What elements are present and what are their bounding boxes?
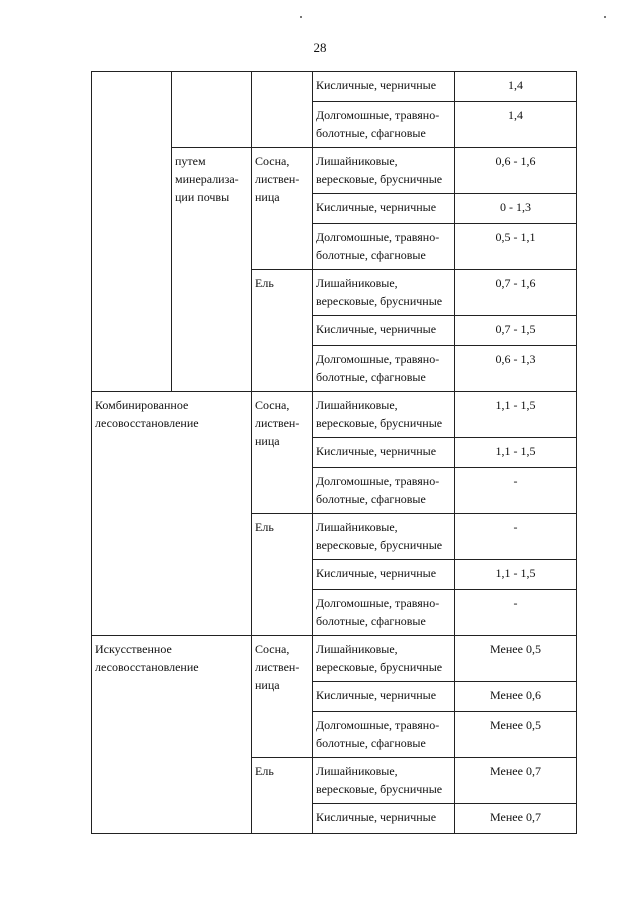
sub-method-cell (172, 72, 252, 148)
forest-type-cell: Кисличные, черничные (313, 194, 455, 224)
forest-type-cell: Кисличные, черничные (313, 682, 455, 712)
forest-type-cell: Долгомошные, травяно-болотные, сфагновые (313, 102, 455, 148)
sub-method-cell: путем минерализа-ции почвы (172, 148, 252, 392)
forest-type-cell: Лишайниковые, вересковые, брусничные (313, 514, 455, 560)
value-cell: Менее 0,6 (455, 682, 577, 712)
forest-type-cell: Кисличные, черничные (313, 72, 455, 102)
forest-type-cell: Лишайниковые, вересковые, брусничные (313, 636, 455, 682)
value-cell: 1,1 - 1,5 (455, 438, 577, 468)
value-cell: 1,1 - 1,5 (455, 560, 577, 590)
species-cell: Ель (252, 270, 313, 392)
page-number: 28 (313, 40, 327, 55)
value-cell: 0,6 - 1,3 (455, 346, 577, 392)
species-cell (252, 72, 313, 148)
scan-speck (604, 16, 606, 18)
forest-type-cell: Кисличные, черничные (313, 316, 455, 346)
method-cell: Искусственное лесовосстановление (92, 636, 252, 834)
reforestation-table (91, 71, 577, 834)
value-cell: Менее 0,5 (455, 712, 577, 758)
forest-type-cell: Долгомошные, травяно-болотные, сфагновые (313, 346, 455, 392)
value-cell: 0,6 - 1,6 (455, 148, 577, 194)
value-cell: Менее 0,7 (455, 804, 577, 834)
value-cell: 0,7 - 1,6 (455, 270, 577, 316)
value-cell: - (455, 514, 577, 560)
value-cell: Менее 0,5 (455, 636, 577, 682)
value-cell: Менее 0,7 (455, 758, 577, 804)
forest-type-cell: Кисличные, черничные (313, 438, 455, 468)
value-cell: - (455, 590, 577, 636)
species-cell: Сосна, листвен-ница (252, 636, 313, 758)
forest-type-cell: Лишайниковые, вересковые, брусничные (313, 392, 455, 438)
value-cell: 0,7 - 1,5 (455, 316, 577, 346)
forest-type-cell: Кисличные, черничные (313, 560, 455, 590)
forest-type-cell: Лишайниковые, вересковые, брусничные (313, 270, 455, 316)
species-cell: Ель (252, 514, 313, 636)
forest-type-cell: Долгомошные, травяно-болотные, сфагновые (313, 590, 455, 636)
value-cell: - (455, 468, 577, 514)
table-row (92, 392, 577, 438)
species-cell: Сосна, листвен-ница (252, 392, 313, 514)
value-cell: 1,4 (455, 102, 577, 148)
value-cell: 0,5 - 1,1 (455, 224, 577, 270)
forest-type-cell: Лишайниковые, вересковые, брусничные (313, 758, 455, 804)
method-cell (92, 72, 172, 392)
scan-speck (300, 16, 302, 18)
forest-type-cell: Долгомошные, травяно-болотные, сфагновые (313, 712, 455, 758)
method-cell: Комбинированное лесовосстановление (92, 392, 252, 636)
table-row (92, 72, 577, 102)
value-cell: 0 - 1,3 (455, 194, 577, 224)
table-row (92, 636, 577, 682)
species-cell: Ель (252, 758, 313, 834)
forest-type-cell: Долгомошные, травяно-болотные, сфагновые (313, 224, 455, 270)
forest-type-cell: Долгомошные, травяно-болотные, сфагновые (313, 468, 455, 514)
forest-type-cell: Кисличные, черничные (313, 804, 455, 834)
value-cell: 1,1 - 1,5 (455, 392, 577, 438)
forest-type-cell: Лишайниковые, вересковые, брусничные (313, 148, 455, 194)
value-cell: 1,4 (455, 72, 577, 102)
species-cell: Сосна, листвен-ница (252, 148, 313, 270)
